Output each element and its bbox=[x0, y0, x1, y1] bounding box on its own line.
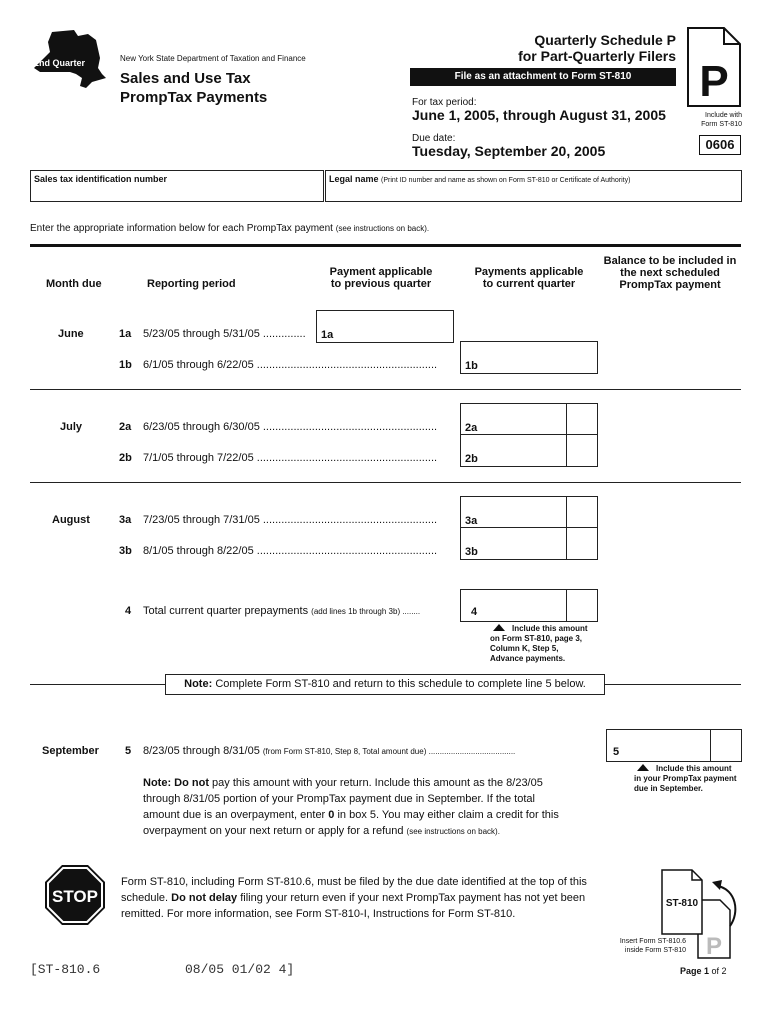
line-5-note-l1: Include this amount bbox=[656, 764, 732, 773]
box-3a[interactable] bbox=[460, 496, 598, 529]
footer-codes: 08/05 01/02 4] bbox=[185, 962, 295, 977]
line-5-label: 8/23/05 through 8/31/05 bbox=[143, 745, 260, 757]
note-banner-text: Complete Form ST-810 and return to this schedule to complete line 5 below. bbox=[215, 678, 586, 690]
insert-note-l2: inside Form ST-810 bbox=[624, 947, 686, 954]
box-4-label: 4 bbox=[471, 606, 478, 618]
line-3b-text: 8/1/05 through 8/22/05 ........................................................... bbox=[143, 545, 438, 557]
due-date-label: Due date: bbox=[412, 133, 456, 144]
stop-sign-text: STOP bbox=[52, 887, 98, 906]
include-form-text: Form ST-810 bbox=[701, 121, 742, 128]
tax-period-label: For tax period: bbox=[412, 97, 477, 108]
legal-name-hint: (Print ID number and name as shown on Form ST-810 or Certificate of Authority) bbox=[381, 177, 631, 184]
box-1b-label: 1b bbox=[465, 360, 478, 372]
month-august: August bbox=[52, 514, 90, 526]
line-2b-text: 7/1/05 through 7/22/05 ........................................................... bbox=[143, 452, 438, 464]
stop-text-l2b: Do not delay bbox=[171, 892, 238, 904]
note-banner bbox=[165, 674, 605, 695]
col-curr-quarter-l2: to current quarter bbox=[482, 278, 576, 290]
col-curr-quarter bbox=[462, 266, 596, 290]
form-p-letter: P bbox=[699, 57, 729, 106]
line-5-num: 5 bbox=[125, 745, 132, 757]
department-name: New York State Department of Taxation and Finance bbox=[120, 54, 306, 63]
thick-rule bbox=[30, 244, 741, 247]
line-4-note-l2: on Form ST-810, page 3, bbox=[490, 634, 583, 643]
box-4[interactable] bbox=[460, 589, 598, 622]
triangle-up-icon bbox=[637, 764, 649, 772]
page-number-rest: of 2 bbox=[711, 966, 727, 976]
instructions-intro bbox=[30, 223, 429, 234]
col-balance-l1: Balance to be included in bbox=[603, 255, 737, 267]
stop-text-l1: Form ST-810, including Form ST-810.6, must be filed by the due date identified at the top of this bbox=[121, 876, 587, 888]
box-1b[interactable] bbox=[460, 341, 598, 374]
sept-note-l1: pay this amount with your return. Include this amount as the 8/23/05 bbox=[212, 777, 543, 789]
line-2b-num: 2b bbox=[119, 452, 132, 464]
sept-note-l3a: amount due is an overpayment, enter bbox=[143, 809, 326, 821]
sept-note-l3b: in box 5. You may either claim a credit for this bbox=[337, 809, 559, 821]
september-note bbox=[143, 775, 583, 840]
instructions-intro-text: Enter the appropriate information below for each PrompTax payment bbox=[30, 223, 333, 234]
line-1a-num: 1a bbox=[119, 328, 132, 340]
sept-note-l4: overpayment on your next return or apply for a refund bbox=[143, 825, 404, 837]
insert-form-letter: P bbox=[705, 933, 723, 960]
include-with-text: Include with bbox=[705, 112, 742, 119]
col-balance bbox=[598, 255, 742, 291]
line-4-text bbox=[143, 605, 420, 617]
line-1b-text: 6/1/05 through 6/22/05 ........................................................... bbox=[143, 359, 438, 371]
attachment-banner: File as an attachment to Form ST-810 bbox=[410, 68, 676, 86]
stop-text-l2c: filing your return even if your next PrompTax payment has not yet been bbox=[240, 892, 586, 904]
line-4-note-l4: Advance payments. bbox=[490, 654, 566, 663]
cents-divider bbox=[566, 590, 567, 621]
line-4-hint: (add lines 1b through 3b) ........ bbox=[311, 607, 421, 616]
title-line1: Sales and Use Tax bbox=[120, 70, 251, 87]
sept-note-zero: 0 bbox=[328, 809, 335, 821]
box-2a[interactable] bbox=[460, 403, 598, 436]
col-prev-quarter bbox=[318, 266, 444, 290]
box-1a-label: 1a bbox=[321, 329, 334, 341]
insert-note bbox=[560, 937, 686, 955]
sept-note-l2: through 8/31/05 portion of your PrompTax payment due in September. If the total bbox=[143, 793, 535, 805]
sales-tax-id-field[interactable] bbox=[30, 170, 324, 202]
box-1a[interactable] bbox=[316, 310, 454, 343]
legal-name-label: Legal name bbox=[329, 174, 379, 184]
insert-form-label: ST-810 bbox=[665, 898, 699, 909]
schedule-line2: for Part-Quarterly Filers bbox=[518, 48, 676, 64]
line-3a-text: 7/23/05 through 7/31/05 ......................................................... bbox=[143, 514, 438, 526]
divider-june bbox=[30, 389, 741, 390]
cents-divider bbox=[566, 497, 567, 528]
col-balance-l2: the next scheduled bbox=[620, 267, 720, 279]
month-july: July bbox=[60, 421, 83, 433]
legal-name-field[interactable] bbox=[325, 170, 742, 202]
box-3b[interactable] bbox=[460, 527, 598, 560]
banner-rule-left bbox=[30, 684, 165, 685]
page-number-bold: Page 1 bbox=[680, 966, 710, 976]
cents-divider bbox=[566, 528, 567, 559]
line-1b-num: 1b bbox=[119, 359, 132, 371]
line-4-label: Total current quarter prepayments bbox=[143, 605, 309, 617]
footer-form-id: [ST-810.6 bbox=[30, 962, 101, 977]
line-4-note-l3: Column K, Step 5, bbox=[490, 644, 559, 653]
line-2a-num: 2a bbox=[119, 421, 132, 433]
box-2b-label: 2b bbox=[465, 453, 478, 465]
sales-tax-id-label: Sales tax identification number bbox=[34, 174, 168, 184]
triangle-up-icon bbox=[493, 624, 505, 632]
schedule-line1: Quarterly Schedule P bbox=[534, 32, 676, 48]
line-5-note-l3: due in September. bbox=[634, 784, 703, 793]
box-5[interactable] bbox=[606, 729, 742, 762]
instructions-intro-hint: (see instructions on back). bbox=[335, 224, 430, 233]
line-1a-text: 5/23/05 through 5/31/05 .............. bbox=[143, 328, 306, 340]
box-2b[interactable] bbox=[460, 434, 598, 467]
sept-note-bold: Note: Do not bbox=[143, 777, 209, 789]
line-3b-num: 3b bbox=[119, 545, 132, 557]
due-date: Tuesday, September 20, 2005 bbox=[412, 143, 606, 159]
insert-note-l1: Insert Form ST-810.6 bbox=[619, 938, 686, 945]
cents-divider bbox=[566, 435, 567, 466]
line-5-note-l2: in your PrompTax payment bbox=[634, 774, 737, 783]
quarter-badge: 2nd Quarter bbox=[34, 58, 86, 68]
title-line2: PrompTax Payments bbox=[120, 89, 268, 106]
line-2a-text: 6/23/05 through 6/30/05 ......................................................... bbox=[143, 421, 438, 433]
col-month-due: Month due bbox=[46, 278, 102, 290]
schedule-title bbox=[440, 32, 676, 64]
cents-divider bbox=[710, 730, 711, 761]
line-4-num: 4 bbox=[125, 605, 132, 617]
box-5-label: 5 bbox=[613, 746, 620, 758]
line-3a-num: 3a bbox=[119, 514, 132, 526]
stop-sign-icon bbox=[44, 864, 106, 926]
line-5-text bbox=[143, 745, 605, 757]
month-september: September bbox=[42, 745, 99, 757]
include-with-note bbox=[686, 111, 742, 129]
box-3a-label: 3a bbox=[465, 515, 478, 527]
sept-note-hint: (see instructions on back). bbox=[406, 827, 500, 836]
col-balance-l3: PrompTax payment bbox=[619, 279, 721, 291]
line-5-hint: (from Form ST-810, Step 8, Total amount due) ....................................... bbox=[262, 747, 516, 756]
divider-july bbox=[30, 482, 741, 483]
form-code: 0606 bbox=[699, 135, 741, 155]
stop-text-l3: remitted. For more information, see Form ST-810-I, Instructions for Form ST-810. bbox=[121, 908, 516, 920]
note-banner-bold: Note: bbox=[184, 678, 213, 690]
tax-period: June 1, 2005, through August 31, 2005 bbox=[412, 107, 666, 123]
form-p-icon bbox=[686, 26, 742, 108]
line-4-note-l1: Include this amount bbox=[512, 624, 588, 633]
col-reporting-period: Reporting period bbox=[147, 278, 236, 290]
box-3b-label: 3b bbox=[465, 546, 478, 558]
box-2a-label: 2a bbox=[465, 422, 478, 434]
page-number bbox=[680, 966, 727, 976]
stop-text-l2a: schedule. bbox=[121, 892, 169, 904]
col-prev-quarter-l2: to previous quarter bbox=[330, 278, 432, 290]
month-june: June bbox=[58, 328, 84, 340]
stop-text bbox=[121, 874, 587, 922]
banner-rule-right bbox=[604, 684, 741, 685]
col-curr-quarter-l1: Payments applicable bbox=[474, 266, 584, 278]
cents-divider bbox=[566, 404, 567, 435]
col-prev-quarter-l1: Payment applicable bbox=[329, 266, 433, 278]
